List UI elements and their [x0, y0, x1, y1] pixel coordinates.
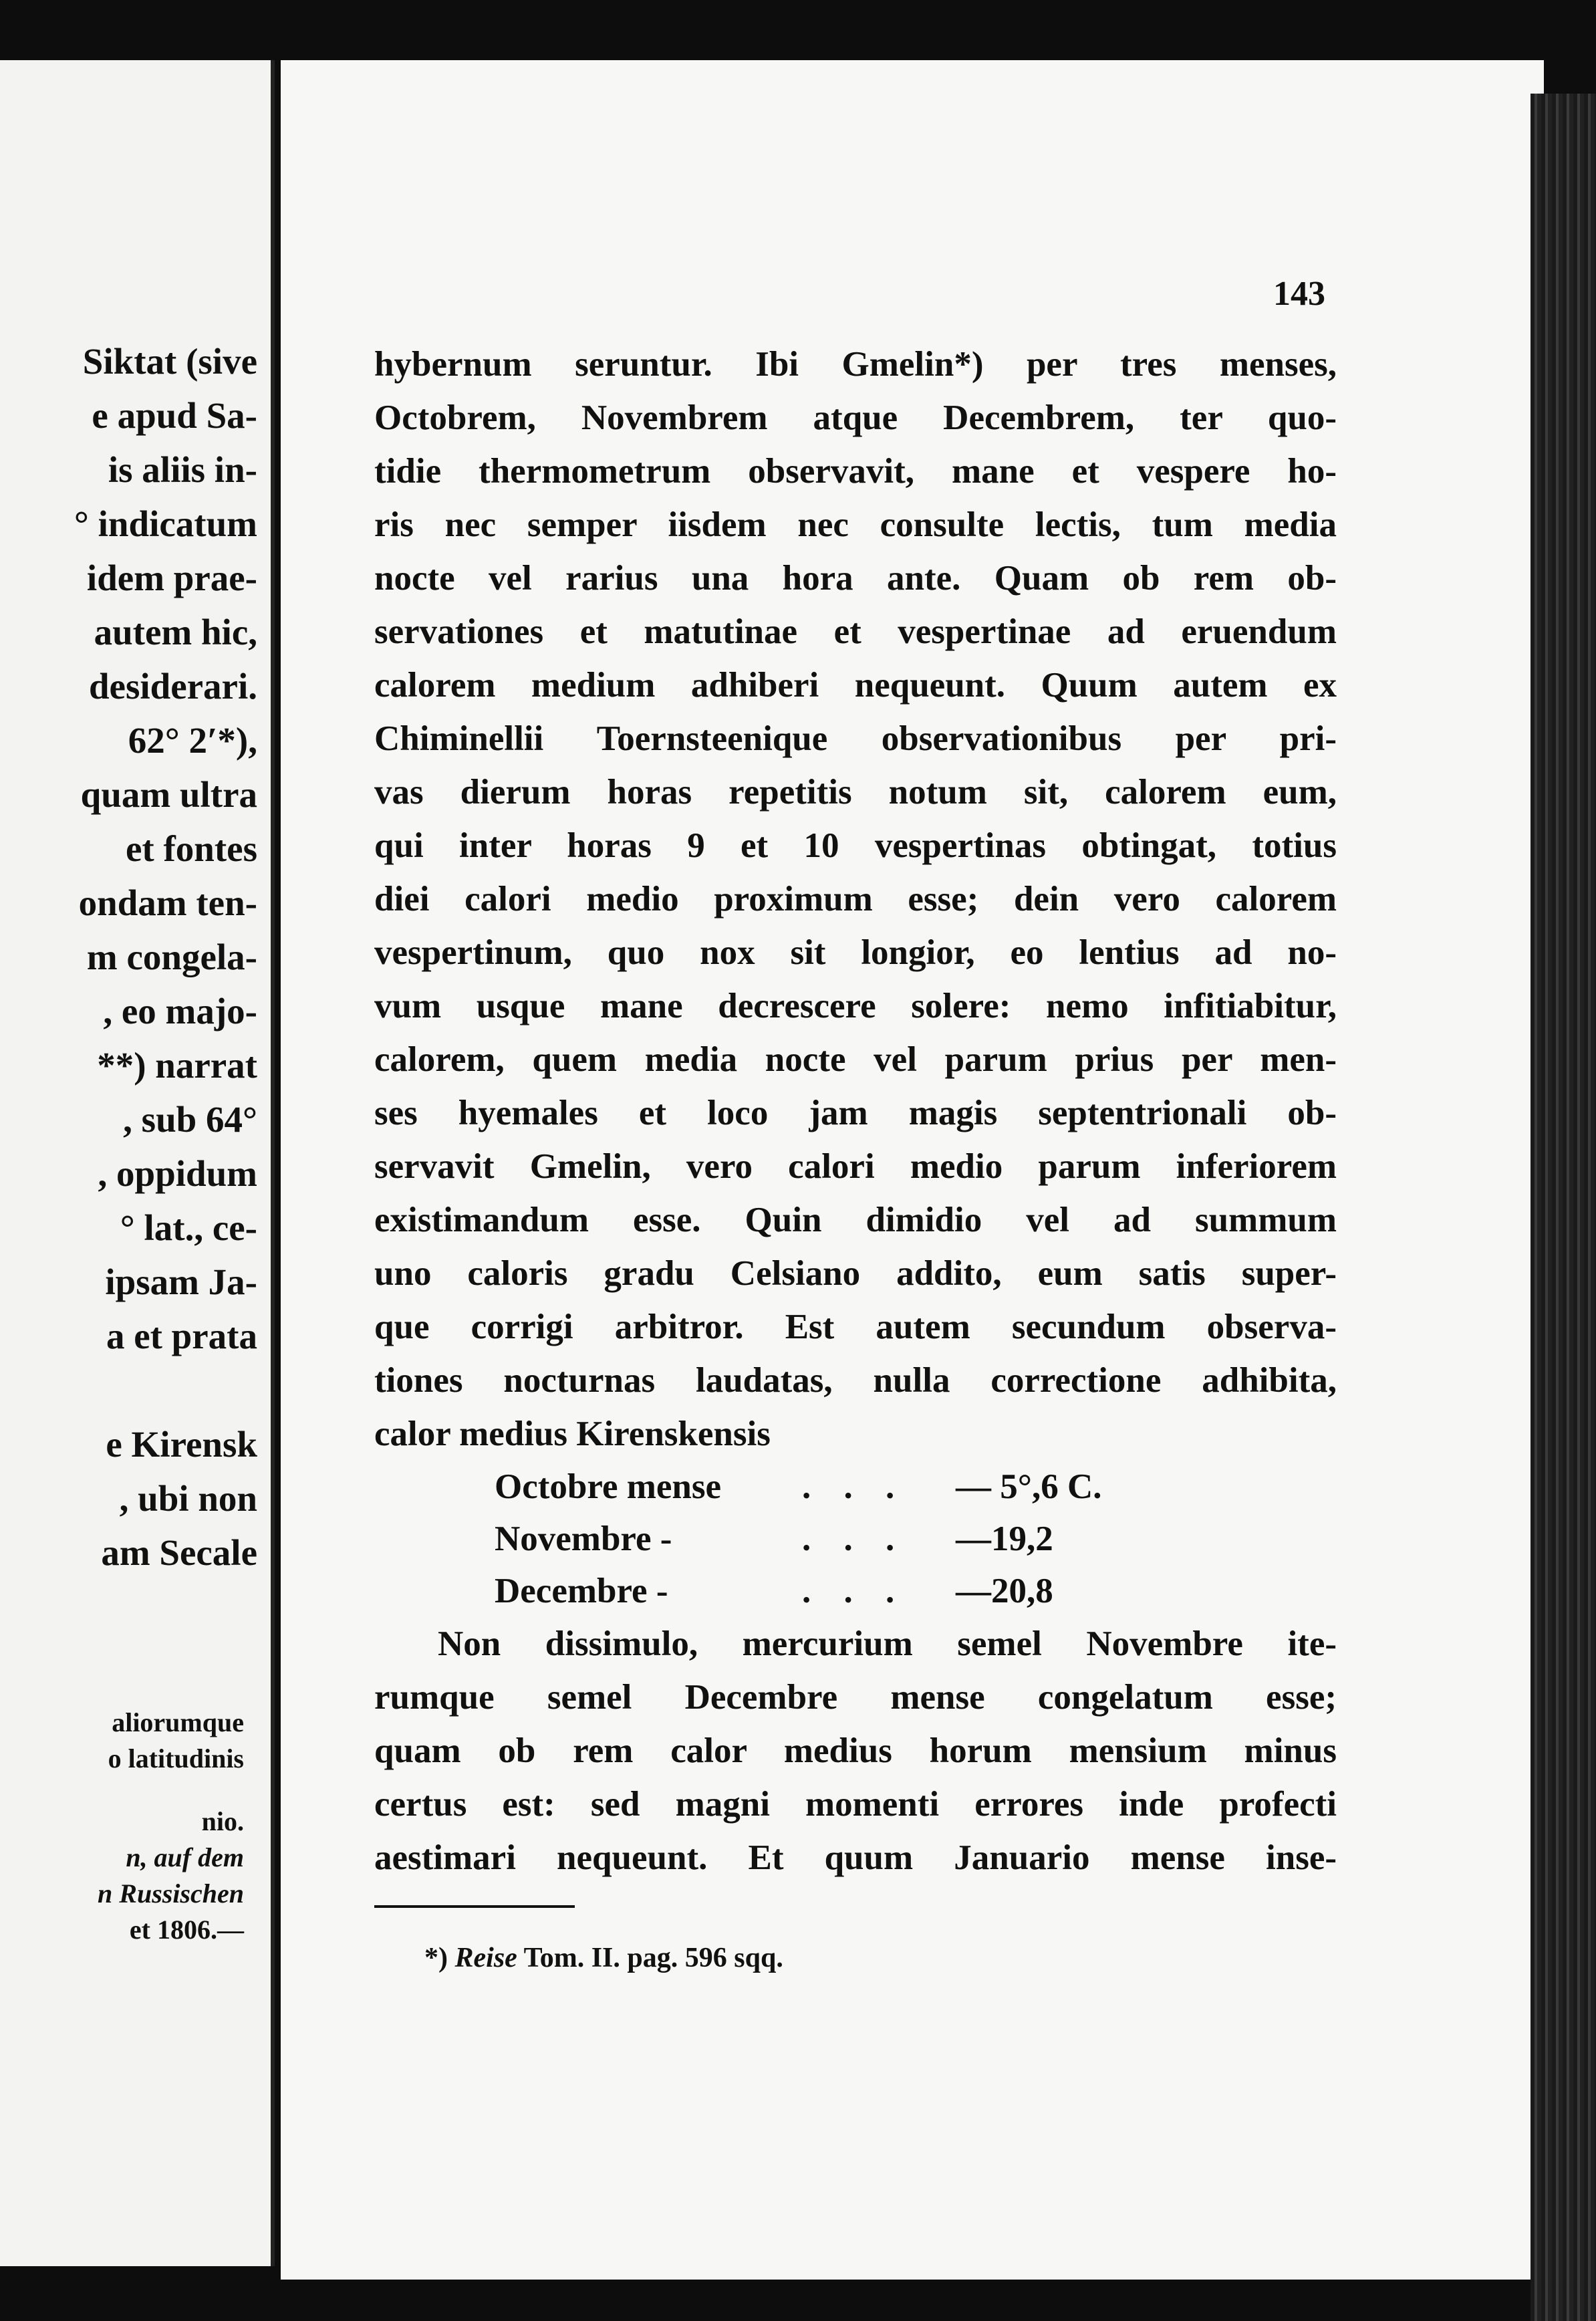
leader-dots: . . . — [802, 1519, 907, 1558]
footnote — [424, 1942, 783, 1974]
month-label: Novembre - — [495, 1519, 672, 1558]
temperature-value: —19,2 — [956, 1519, 1053, 1558]
text-line: ipsam Ja- — [105, 1261, 257, 1302]
text-line: 62° 2′*), — [128, 720, 257, 761]
footnote-title: Reise — [454, 1943, 517, 1973]
text-line: Chiminellii Toernsteenique observationibus per pri- — [374, 719, 1337, 758]
footnote-line: o latitudinis — [108, 1743, 244, 1774]
text-line: servavit Gmelin, vero calori medio parum inferiorem — [374, 1147, 1337, 1186]
text-line: calorem, quem media nocte vel parum prius per men- — [374, 1040, 1337, 1079]
text-line: et fontes — [125, 828, 257, 869]
text-line: autem hic, — [94, 612, 257, 652]
text-line: ondam ten- — [78, 882, 257, 923]
text-line: servationes et matutinae et vespertinae ad eruendum — [374, 612, 1337, 651]
text-line: a et prata — [106, 1316, 257, 1356]
table-row — [374, 1461, 1337, 1513]
text-line: idem prae- — [86, 558, 257, 598]
text-line: existimandum esse. Quin dimidio vel ad summum — [374, 1201, 1337, 1239]
table-row — [374, 1513, 1337, 1565]
text-line: **) narrat — [97, 1045, 257, 1086]
text-line: desiderari. — [88, 666, 257, 707]
text-line: aestimari nequeunt. Et quum Januario mense inse- — [374, 1838, 1337, 1877]
temperature-value: — 5°,6 C. — [956, 1467, 1102, 1506]
text-line: ris nec semper iisdem nec consulte lectis, tum media — [374, 505, 1337, 544]
text-line: quam ob rem calor medius horum mensium minus — [374, 1731, 1337, 1770]
footnote-line: et 1806.— — [129, 1915, 244, 1945]
text-line: Siktat (sive — [82, 341, 257, 382]
footnote-line: n Russischen — [98, 1878, 244, 1909]
text-line: rumque semel Decembre mense congelatum esse; — [374, 1678, 1337, 1717]
text-line: nocte vel rarius una hora ante. Quam ob rem ob- — [374, 559, 1337, 598]
text-line: calorem medium adhiberi nequeunt. Quum autem ex — [374, 666, 1337, 705]
text-line: ° indicatum — [74, 503, 257, 544]
text-line: , ubi non — [119, 1478, 257, 1519]
text-line: am Secale — [101, 1532, 257, 1573]
page-edge — [1531, 94, 1596, 2321]
text-line: diei calori medio proximum esse; dein vero calorem — [374, 880, 1337, 919]
text-line: que corrigi arbitror. Est autem secundum observa- — [374, 1308, 1337, 1346]
text-line: qui inter horas 9 et 10 vespertinas obtingat, totius — [374, 826, 1337, 865]
text-line: calor medius Kirenskensis — [374, 1415, 771, 1453]
text-line: e apud Sa- — [92, 395, 257, 436]
previous-page — [0, 60, 275, 2266]
leader-dots: . . . — [802, 1572, 907, 1610]
footnote-line: n, auf dem — [126, 1842, 244, 1872]
text-line: ° lat., ce- — [120, 1207, 257, 1248]
footnote-line: aliorumque — [112, 1707, 244, 1737]
footnote-line: nio. — [201, 1806, 244, 1836]
text-line — [0, 1363, 257, 1417]
text-line: , eo majo- — [103, 991, 257, 1031]
text-line: tiones nocturnas laudatas, nulla correctione adhibita, — [374, 1361, 1337, 1400]
footnote-rule — [374, 1905, 575, 1908]
previous-page-text — [0, 334, 257, 1580]
text-line: , oppidum — [98, 1153, 257, 1194]
month-label: Octobre mense — [495, 1467, 722, 1506]
text-line: certus est: sed magni momenti errores inde profecti — [374, 1785, 1337, 1824]
table-row — [374, 1565, 1337, 1617]
text-line: Octobrem, Novembrem atque Decembrem, ter quo- — [374, 398, 1337, 437]
text-line: m congela- — [86, 937, 257, 977]
text-line: vas dierum horas repetitis notum sit, calorem eum, — [374, 773, 1337, 812]
text-line: ses hyemales et loco jam magis septentrionali ob- — [374, 1094, 1337, 1132]
text-line: e Kirensk — [106, 1424, 257, 1465]
text-line: hybernum seruntur. Ibi Gmelin*) per tres menses, — [374, 345, 1337, 384]
page-number: 143 — [1273, 275, 1325, 313]
temperature-value: —20,8 — [956, 1572, 1053, 1610]
footnote-reference: Tom. II. pag. 596 sqq. — [523, 1943, 783, 1973]
text-line: tidie thermometrum observavit, mane et vespere ho- — [374, 452, 1337, 491]
leader-dots: . . . — [802, 1467, 907, 1506]
text-line: quam ultra — [80, 774, 257, 815]
text-line: , sub 64° — [123, 1099, 257, 1140]
previous-page-footnotes — [0, 1705, 244, 1948]
footnote-mark: *) — [424, 1943, 448, 1973]
text-line: uno caloris gradu Celsiano addito, eum satis super- — [374, 1254, 1337, 1293]
body-text — [374, 338, 1337, 1884]
text-line: vum usque mane decrescere solere: nemo infitiabitur, — [374, 987, 1337, 1025]
month-label: Decembre - — [495, 1572, 668, 1610]
text-line: vespertinum, quo nox sit longior, eo lentius ad no- — [374, 933, 1337, 972]
text-line: is aliis in- — [108, 449, 257, 490]
text-line: Non dissimulo, mercurium semel Novembre ite- — [438, 1624, 1337, 1663]
